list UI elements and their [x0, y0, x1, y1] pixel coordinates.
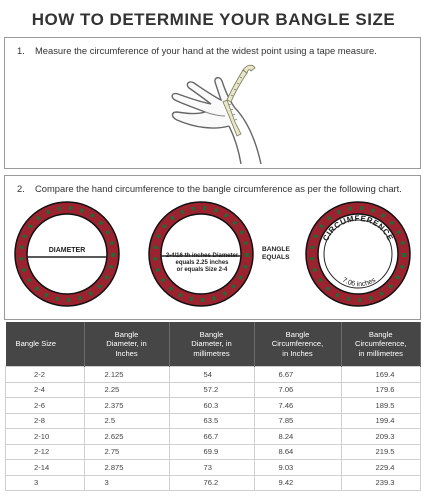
diameter-label: DIAMETER [48, 247, 86, 254]
header-diameter-mm: Bangle Diameter, in millimetres [169, 322, 254, 367]
page-title: HOW TO DETERMINE YOUR BANGLE SIZE [31, 10, 396, 29]
table-row [6, 398, 421, 414]
example-line-1: 2-4/16 th inches Diameter [165, 253, 239, 259]
bangle-size-table [5, 322, 421, 491]
cell-circumference-mm: 209.3 [341, 429, 421, 445]
cell-size: 3 [6, 475, 85, 491]
cell-circumference-in: 7.85 [254, 413, 341, 429]
cell-circumference-mm: 219.5 [341, 444, 421, 460]
cell-diameter-in: 2.125 [84, 367, 169, 383]
cell-size: 2-2 [6, 367, 85, 383]
bangle-equals-line-1: BANGLE [262, 246, 290, 253]
cell-diameter-in: 2.625 [84, 429, 169, 445]
step-1-text [17, 45, 377, 56]
cell-diameter-mm: 73 [169, 460, 254, 476]
step-2-text [17, 183, 402, 194]
cell-size: 2-12 [6, 444, 85, 460]
table-header-row [6, 322, 421, 367]
cell-circumference-mm: 179.6 [341, 382, 421, 398]
bangle-equals-line-2: EQUALS [262, 253, 290, 261]
cell-diameter-mm: 57.2 [169, 382, 254, 398]
table-row [6, 367, 421, 383]
bangle-equals-label [262, 246, 296, 262]
step-2-instruction: Compare the hand circumference to the bangle circumference as per the following chart. [35, 183, 402, 194]
cell-diameter-mm: 69.9 [169, 444, 254, 460]
step-2-number: 2. [17, 183, 25, 194]
header-bangle-size: Bangle Size [6, 322, 85, 367]
cell-diameter-mm: 66.7 [169, 429, 254, 445]
cell-circumference-mm: 199.4 [341, 413, 421, 429]
cell-size: 2-8 [6, 413, 85, 429]
step-1-panel [4, 37, 421, 169]
table-row [6, 444, 421, 460]
step-1-number: 1. [17, 45, 25, 56]
cell-circumference-in: 9.03 [254, 460, 341, 476]
cell-diameter-mm: 76.2 [169, 475, 254, 491]
example-line-2: equals 2.25 inches [175, 260, 229, 267]
example-line-3: or equals Size 2-4 [176, 267, 228, 274]
cell-circumference-in: 6.67 [254, 367, 341, 383]
cell-circumference-mm: 229.4 [341, 460, 421, 476]
cell-circumference-in: 7.06 [254, 382, 341, 398]
cell-size: 2-6 [6, 398, 85, 414]
cell-diameter-in: 2.75 [84, 444, 169, 460]
table-row [6, 460, 421, 476]
bangle-example-text [162, 253, 242, 275]
cell-size: 2-4 [6, 382, 85, 398]
cell-diameter-in: 3 [84, 475, 169, 491]
cell-circumference-in: 9.42 [254, 475, 341, 491]
cell-diameter-in: 2.5 [84, 413, 169, 429]
circumference-value: 7.06 inches [341, 276, 377, 289]
cell-circumference-in: 8.24 [254, 429, 341, 445]
cell-diameter-mm: 54 [169, 367, 254, 383]
cell-circumference-in: 7.46 [254, 398, 341, 414]
header-circumference-mm: Bangle Circumference, in millimetres [341, 322, 421, 367]
header-diameter-inches: Bangle Diameter, in Inches [84, 322, 169, 367]
circumference-label: CIRCUMFERENCE [321, 213, 395, 243]
cell-circumference-mm: 189.5 [341, 398, 421, 414]
table-row [6, 413, 421, 429]
header-circumference-inches: Bangle Circumference, in Inches [254, 322, 341, 367]
table-row [6, 475, 421, 491]
table-row [6, 382, 421, 398]
cell-diameter-mm: 60.3 [169, 398, 254, 414]
hand-with-tape-measure-illustration [165, 60, 275, 166]
cell-circumference-mm: 169.4 [341, 367, 421, 383]
cell-diameter-in: 2.875 [84, 460, 169, 476]
step-1-instruction: Measure the circumference of your hand at the widest point using a tape measure. [35, 45, 377, 56]
cell-circumference-in: 8.64 [254, 444, 341, 460]
cell-diameter-in: 2.25 [84, 382, 169, 398]
cell-circumference-mm: 239.3 [341, 475, 421, 491]
cell-diameter-mm: 63.5 [169, 413, 254, 429]
cell-size: 2-10 [6, 429, 85, 445]
table-row [6, 429, 421, 445]
cell-size: 2-14 [6, 460, 85, 476]
cell-diameter-in: 2.375 [84, 398, 169, 414]
bangle-circumference-diagram [305, 201, 411, 307]
